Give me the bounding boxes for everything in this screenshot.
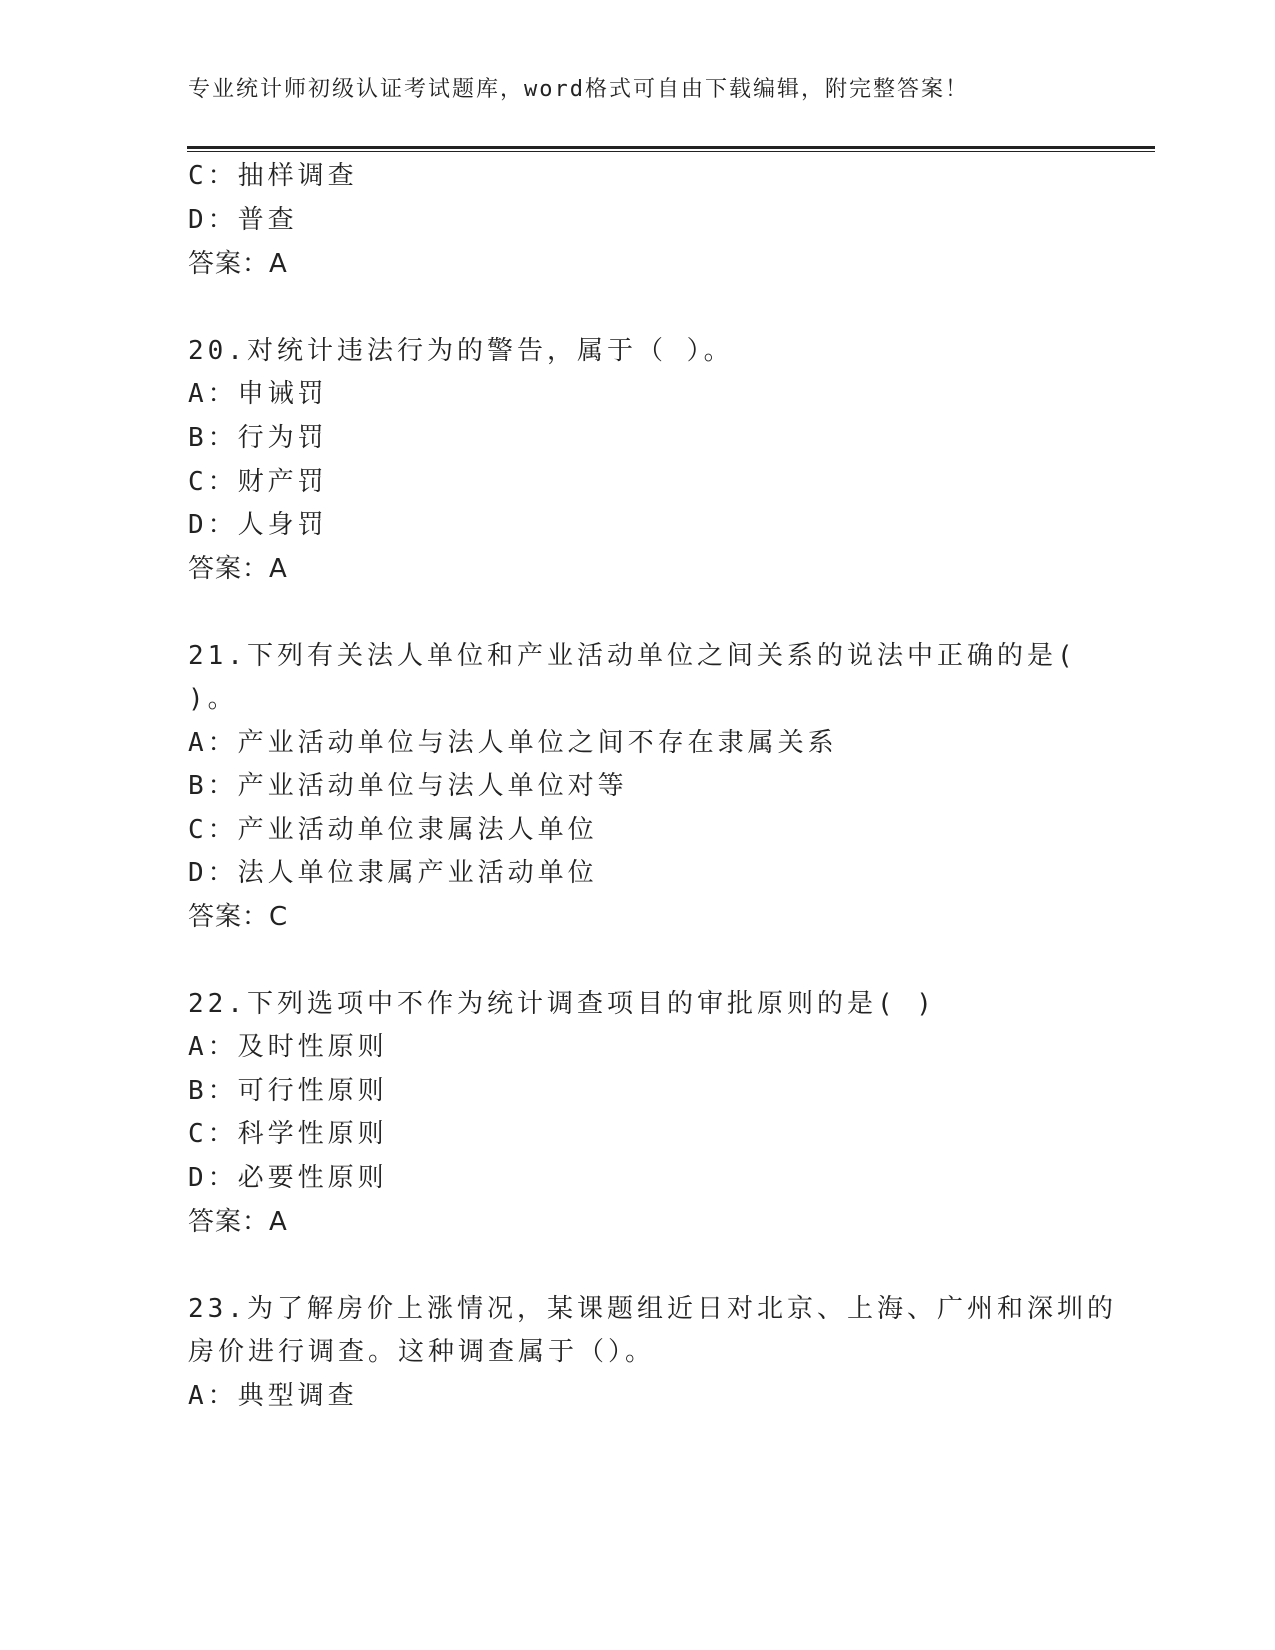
q22-answer: 答案：A	[188, 1207, 288, 1237]
q20-option-a: A：申诫罚	[188, 379, 328, 409]
page-header: 专业统计师初级认证考试题库，word格式可自由下载编辑，附完整答案！	[188, 77, 969, 102]
q19-answer: 答案：A	[188, 249, 288, 279]
q23-option-a: A：典型调查	[188, 1381, 358, 1411]
q22-option-d: D：必要性原则	[188, 1163, 388, 1193]
q22-option-c: C：科学性原则	[188, 1119, 388, 1149]
q21-option-c: C：产业活动单位隶属法人单位	[188, 815, 598, 845]
q21-question-line2: )。	[188, 684, 238, 714]
q19-option-d: D：普查	[188, 205, 298, 235]
q20-option-d: D：人身罚	[188, 510, 328, 540]
q22-option-a: A：及时性原则	[188, 1032, 388, 1062]
q23-question-line2: 房价进行调查。这种调查属于（）。	[188, 1337, 656, 1367]
q21-option-b: B：产业活动单位与法人单位对等	[188, 771, 628, 801]
header-rule-thin	[187, 151, 1155, 152]
q21-answer: 答案：C	[188, 902, 289, 932]
q23-question-line1: 23.为了解房价上涨情况，某课题组近日对北京、上海、广州和深圳的	[188, 1294, 1117, 1324]
q20-option-b: B：行为罚	[188, 423, 328, 453]
q22-option-b: B：可行性原则	[188, 1076, 388, 1106]
q21-option-d: D：法人单位隶属产业活动单位	[188, 858, 598, 888]
header-rule-thick	[187, 146, 1155, 149]
q22-question: 22.下列选项中不作为统计调查项目的审批原则的是( )	[188, 989, 936, 1019]
q20-option-c: C：财产罚	[188, 467, 328, 497]
q21-question-line1: 21.下列有关法人单位和产业活动单位之间关系的说法中正确的是(	[188, 641, 1077, 671]
q19-option-c: C：抽样调查	[188, 161, 358, 191]
q20-answer: 答案：A	[188, 554, 288, 584]
q21-option-a: A：产业活动单位与法人单位之间不存在隶属关系	[188, 728, 838, 758]
q20-question: 20.对统计违法行为的警告，属于（ ）。	[188, 336, 734, 366]
